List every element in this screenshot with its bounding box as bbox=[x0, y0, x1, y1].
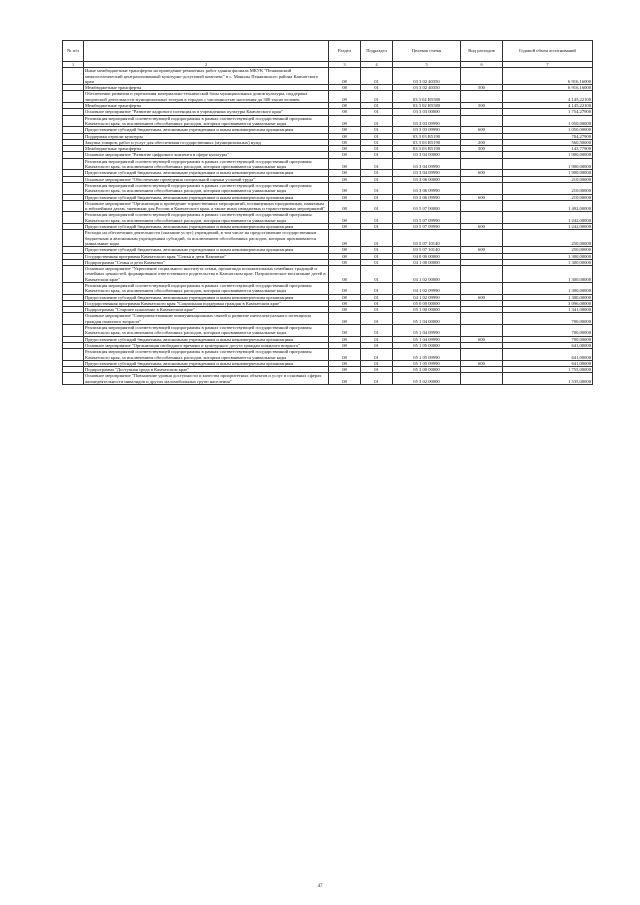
cell-summa: 641,00000 bbox=[503, 342, 593, 348]
cell-name: Иные межбюджетные трансферты на проведение ремонтных работ здания филиала МКУК "Пенжинский межпоселенческий централизованный культурно-досуговый комплекс" в с. Манилы Пенжинского района Камчатского края bbox=[84, 68, 329, 85]
cell-summa: 1 242,00000 bbox=[503, 224, 593, 230]
cell-razdel: 08 bbox=[329, 336, 361, 342]
cell-statya: 03 3 06 09990 bbox=[393, 182, 461, 194]
cell-name: Основное мероприятие "Укрепление социального института семьи, пропаганда положительных семейных традиций и семейных ценностей, формирование ответственного родительства в Камчатском крае. Патриотическое воспитание детей в Камчатском крае" bbox=[84, 266, 329, 283]
cell-podrazdel: 01 bbox=[361, 336, 393, 342]
cell-razdel: 08 bbox=[329, 158, 361, 170]
cell-name: Основное мероприятие "Организация и проведение торжественных мероприятий, посвященных праздничным, памятным и юбилейным датам, значимым для России и Камчатского края, а также иных имиджевых и торжественных мероприятий" bbox=[84, 200, 329, 212]
table-row bbox=[63, 200, 593, 212]
cell-razdel: 08 bbox=[329, 313, 361, 325]
cell-summa: 210,00000 bbox=[503, 182, 593, 194]
cell-vid: 500 bbox=[461, 146, 503, 152]
cell-podrazdel: 01 bbox=[361, 259, 393, 265]
cell-podrazdel: 01 bbox=[361, 212, 393, 224]
cell-name: Поддержка отрасли культуры bbox=[84, 133, 329, 139]
cell-vid bbox=[461, 182, 503, 194]
cell-statya: 04 1 02 00000 bbox=[393, 266, 461, 283]
cell-name: Основное мероприятие "Развитие цифрового контента в сфере культуры" bbox=[84, 152, 329, 158]
cell-statya: 03 3 03 R5190 bbox=[393, 139, 461, 145]
cell-statya: 05 1 05 00000 bbox=[393, 342, 461, 348]
header-statya: Целевая статья bbox=[393, 41, 461, 62]
cell-summa: 3 096,00000 bbox=[503, 300, 593, 306]
cell-podrazdel: 01 bbox=[361, 282, 393, 294]
cell-razdel: 08 bbox=[329, 194, 361, 200]
cell-vid bbox=[461, 230, 503, 247]
cell-podrazdel: 01 bbox=[361, 373, 393, 385]
cell-razdel: 08 bbox=[329, 247, 361, 253]
cell-name: Реализация мероприятий соответствующей подпрограммы в рамках соответствующей государственной программы Камчатского края, за исключением обособленных расходов, которым присваиваются уникальные коды bbox=[84, 282, 329, 294]
cell-podrazdel: 01 bbox=[361, 200, 393, 212]
index-cell: 7 bbox=[503, 62, 593, 68]
cell-podrazdel: 01 bbox=[361, 85, 393, 91]
cell-vid: 500 bbox=[461, 85, 503, 91]
cell-podrazdel: 01 bbox=[361, 176, 393, 182]
cell-razdel: 08 bbox=[329, 253, 361, 259]
cell-name: Реализация мероприятий соответствующей подпрограммы в рамках соответствующей государственной программы Камчатского края, за исключением обособленных расходов, которым присваиваются уникальные коды bbox=[84, 182, 329, 194]
cell-podrazdel: 01 bbox=[361, 170, 393, 176]
cell-statya: 05 1 04 09990 bbox=[393, 325, 461, 337]
cell-vid: 200 bbox=[461, 139, 503, 145]
cell-razdel: 08 bbox=[329, 342, 361, 348]
cell-statya: 03 3 03 09990 bbox=[393, 115, 461, 127]
cell-podrazdel: 01 bbox=[361, 103, 393, 109]
cell-summa: 1 755,00000 bbox=[503, 367, 593, 373]
cell-num bbox=[63, 325, 84, 337]
cell-statya: 03 3 04 09990 bbox=[393, 170, 461, 176]
cell-name: Реализация мероприятий соответствующей подпрограммы в рамках соответствующей государственной программы Камчатского края, за исключением обособленных расходов, которым присваиваются уникальные коды bbox=[84, 158, 329, 170]
cell-podrazdel: 01 bbox=[361, 325, 393, 337]
cell-summa: 1 492,00000 bbox=[503, 200, 593, 212]
cell-podrazdel: 01 bbox=[361, 313, 393, 325]
table-row bbox=[63, 313, 593, 325]
cell-summa: 1 300,00000 bbox=[503, 266, 593, 283]
cell-name: Государственная программа Камчатского края "Социальная поддержка граждан в Камчатском крае" bbox=[84, 300, 329, 306]
cell-podrazdel: 01 bbox=[361, 367, 393, 373]
cell-vid bbox=[461, 158, 503, 170]
cell-razdel: 08 bbox=[329, 146, 361, 152]
table-row bbox=[63, 115, 593, 127]
cell-razdel: 08 bbox=[329, 170, 361, 176]
cell-summa: 560,50000 bbox=[503, 139, 593, 145]
table-row bbox=[63, 230, 593, 247]
cell-name: Межбюджетные трансферты bbox=[84, 85, 329, 91]
cell-statya: 03 3 03 R5190 bbox=[393, 133, 461, 139]
cell-name: Реализация мероприятий соответствующей подпрограммы в рамках соответствующей государственной программы Камчатского края, за исключением обособленных расходов, которым присваиваются уникальные коды bbox=[84, 349, 329, 361]
cell-podrazdel: 01 bbox=[361, 127, 393, 133]
cell-statya: 04 1 02 09990 bbox=[393, 294, 461, 300]
cell-razdel: 08 bbox=[329, 91, 361, 103]
cell-razdel: 08 bbox=[329, 360, 361, 366]
cell-statya: 03 5 07 00000 bbox=[393, 200, 461, 212]
cell-podrazdel: 01 bbox=[361, 349, 393, 361]
cell-razdel: 08 bbox=[329, 85, 361, 91]
cell-num bbox=[63, 349, 84, 361]
cell-name: Межбюджетные трансферты bbox=[84, 103, 329, 109]
cell-podrazdel: 01 bbox=[361, 133, 393, 139]
header-razdel: Раздел bbox=[329, 41, 361, 62]
cell-statya: 04 1 00 00000 bbox=[393, 259, 461, 265]
cell-vid bbox=[461, 115, 503, 127]
cell-name: Основное мероприятие "Обеспечение проведения специальной оценки условий труда" bbox=[84, 176, 329, 182]
cell-name: Предоставление субсидий бюджетным, автономным учреждениям и иным некоммерческим организациям bbox=[84, 224, 329, 230]
cell-summa: 4 145,22100 bbox=[503, 103, 593, 109]
cell-vid bbox=[461, 349, 503, 361]
cell-name: Основное мероприятие "Повышение уровня доступности и качества приоритетных объектов и услуг в основных сферах жизнедеятельности инвалидов и других маломобильных групп населения" bbox=[84, 373, 329, 385]
cell-summa: 143,77900 bbox=[503, 146, 593, 152]
cell-podrazdel: 01 bbox=[361, 109, 393, 115]
cell-name: Основное мероприятие "Совершенствование коммуникационных связей и развитие интеллектуального потенциала граждан пожилого возраста" bbox=[84, 313, 329, 325]
cell-razdel: 08 bbox=[329, 68, 361, 85]
table-row bbox=[63, 68, 593, 85]
cell-summa: 700,00000 bbox=[503, 325, 593, 337]
cell-vid bbox=[461, 212, 503, 224]
cell-statya: 03 3 02 40350 bbox=[393, 85, 461, 91]
cell-summa: 641,00000 bbox=[503, 360, 593, 366]
cell-summa: 1 300,00000 bbox=[503, 259, 593, 265]
cell-name: Обеспечение развития и укрепления материально-технической базы муниципальных домов культуры, поддержка творческой деятельности муниципальных театров в городах с численностью населения до 300 тысяч человек bbox=[84, 91, 329, 103]
cell-statya: 03 3 06 00000 bbox=[393, 176, 461, 182]
budget-table bbox=[62, 40, 593, 385]
cell-statya: 05 1 05 09990 bbox=[393, 349, 461, 361]
cell-razdel: 08 bbox=[329, 133, 361, 139]
cell-podrazdel: 01 bbox=[361, 115, 393, 127]
cell-name: Подпрограмма "Семья и дети Камчатки" bbox=[84, 259, 329, 265]
cell-razdel: 08 bbox=[329, 300, 361, 306]
cell-name: Предоставление субсидий бюджетным, автономным учреждениям и иным некоммерческим организациям bbox=[84, 294, 329, 300]
cell-statya: 03 5 07 10140 bbox=[393, 247, 461, 253]
cell-vid: 600 bbox=[461, 247, 503, 253]
cell-razdel: 08 bbox=[329, 182, 361, 194]
cell-name: Расходы на обеспечение деятельности (оказание услуг) учреждений, в том числе на предоставление государственным бюджетным и автономным учреждениям субсидий, за исключением обособленных расходов, которым присваиваются уникальные коды bbox=[84, 230, 329, 247]
cell-num bbox=[63, 313, 84, 325]
header-vid: Вид расходов bbox=[461, 41, 503, 62]
cell-summa: 1 300,00000 bbox=[503, 253, 593, 259]
index-cell: 5 bbox=[393, 62, 461, 68]
cell-statya: 05 1 04 00000 bbox=[393, 313, 461, 325]
cell-statya: 03 5 07 10140 bbox=[393, 230, 461, 247]
cell-num bbox=[63, 158, 84, 170]
cell-statya: 03 5 07 09990 bbox=[393, 212, 461, 224]
index-cell: 1 bbox=[63, 62, 84, 68]
cell-name: Государственная программа Камчатского края "Семья и дети Камчатки" bbox=[84, 253, 329, 259]
cell-razdel: 08 bbox=[329, 109, 361, 115]
cell-summa: 1 535,00000 bbox=[503, 373, 593, 385]
cell-statya: 05 3 00 00000 bbox=[393, 367, 461, 373]
cell-statya: 03 3 02 40350 bbox=[393, 68, 461, 85]
cell-razdel: 08 bbox=[329, 230, 361, 247]
cell-num bbox=[63, 266, 84, 283]
header-num: № п/п bbox=[63, 41, 84, 62]
cell-podrazdel: 01 bbox=[361, 139, 393, 145]
cell-num bbox=[63, 68, 84, 85]
cell-razdel: 08 bbox=[329, 325, 361, 337]
cell-podrazdel: 01 bbox=[361, 146, 393, 152]
cell-razdel: 08 bbox=[329, 115, 361, 127]
cell-podrazdel: 01 bbox=[361, 266, 393, 283]
table-row bbox=[63, 266, 593, 283]
cell-vid bbox=[461, 282, 503, 294]
cell-podrazdel: 01 bbox=[361, 300, 393, 306]
cell-summa: 1 242,00000 bbox=[503, 212, 593, 224]
cell-statya: 05 0 00 00000 bbox=[393, 300, 461, 306]
header-name bbox=[84, 41, 329, 62]
cell-vid bbox=[461, 68, 503, 85]
cell-vid: 600 bbox=[461, 170, 503, 176]
cell-name: Предоставление субсидий бюджетным, автономным учреждениям и иным некоммерческим организациям bbox=[84, 336, 329, 342]
cell-summa: 1 300,00000 bbox=[503, 282, 593, 294]
cell-name: Предоставление субсидий бюджетным, автономным учреждениям и иным некоммерческим организациям bbox=[84, 194, 329, 200]
index-cell: 3 bbox=[329, 62, 361, 68]
cell-name: Межбюджетные трансферты bbox=[84, 146, 329, 152]
cell-podrazdel: 01 bbox=[361, 230, 393, 247]
cell-statya: 03 3 03 00000 bbox=[393, 109, 461, 115]
index-cell: 2 bbox=[84, 62, 329, 68]
cell-vid: 600 bbox=[461, 336, 503, 342]
cell-vid bbox=[461, 266, 503, 283]
cell-razdel: 08 bbox=[329, 139, 361, 145]
cell-statya: 03 3 02 R5580 bbox=[393, 103, 461, 109]
cell-razdel: 08 bbox=[329, 152, 361, 158]
cell-vid: 600 bbox=[461, 294, 503, 300]
cell-num bbox=[63, 115, 84, 127]
cell-razdel: 08 bbox=[329, 176, 361, 182]
cell-summa: 250,00000 bbox=[503, 230, 593, 247]
cell-summa: 704,27900 bbox=[503, 133, 593, 139]
cell-razdel: 08 bbox=[329, 212, 361, 224]
cell-razdel: 08 bbox=[329, 266, 361, 283]
cell-vid bbox=[461, 325, 503, 337]
cell-razdel: 08 bbox=[329, 224, 361, 230]
table-row bbox=[63, 91, 593, 103]
cell-razdel: 08 bbox=[329, 200, 361, 212]
cell-podrazdel: 01 bbox=[361, 158, 393, 170]
page-number: 47 bbox=[317, 884, 323, 889]
cell-razdel: 08 bbox=[329, 367, 361, 373]
cell-statya: 03 3 04 09990 bbox=[393, 158, 461, 170]
cell-podrazdel: 01 bbox=[361, 360, 393, 366]
cell-name: Основное мероприятие "Развитие кадрового потенциала в учреждениях культуры Камчатского края" bbox=[84, 109, 329, 115]
cell-name: Основное мероприятие "Организация свободного времени и культурного досуга граждан пожилого возраста" bbox=[84, 342, 329, 348]
cell-statya: 04 0 00 00000 bbox=[393, 253, 461, 259]
cell-summa: 700,00000 bbox=[503, 313, 593, 325]
cell-num bbox=[63, 373, 84, 385]
cell-name: Предоставление субсидий бюджетным, автономным учреждениям и иным некоммерческим организациям bbox=[84, 170, 329, 176]
cell-statya: 03 3 03 R5190 bbox=[393, 146, 461, 152]
cell-summa: 250,00000 bbox=[503, 247, 593, 253]
table-row bbox=[63, 373, 593, 385]
cell-summa: 1 900,00000 bbox=[503, 158, 593, 170]
cell-razdel: 08 bbox=[329, 307, 361, 313]
cell-vid: 600 bbox=[461, 127, 503, 133]
cell-summa: 1 900,00000 bbox=[503, 152, 593, 158]
cell-vid bbox=[461, 200, 503, 212]
cell-podrazdel: 01 bbox=[361, 152, 393, 158]
cell-num bbox=[63, 282, 84, 294]
cell-razdel: 08 bbox=[329, 373, 361, 385]
cell-summa: 1 754,27900 bbox=[503, 109, 593, 115]
cell-podrazdel: 01 bbox=[361, 247, 393, 253]
cell-podrazdel: 01 bbox=[361, 91, 393, 103]
cell-summa: 700,00000 bbox=[503, 336, 593, 342]
cell-num bbox=[63, 91, 84, 103]
cell-name: Подпрограмма "Доступная среда в Камчатском крае" bbox=[84, 367, 329, 373]
cell-podrazdel: 01 bbox=[361, 342, 393, 348]
cell-name: Закупка товаров, работ и услуг для обеспечения государственных (муниципальных) нужд bbox=[84, 139, 329, 145]
cell-statya: 03 5 07 09990 bbox=[393, 224, 461, 230]
cell-summa: 210,00000 bbox=[503, 176, 593, 182]
table-row bbox=[63, 325, 593, 337]
cell-summa: 1 050,00000 bbox=[503, 115, 593, 127]
cell-statya: 03 3 06 09990 bbox=[393, 194, 461, 200]
table-row bbox=[63, 212, 593, 224]
cell-razdel: 08 bbox=[329, 349, 361, 361]
cell-vid bbox=[461, 313, 503, 325]
cell-name: Реализация мероприятий соответствующей подпрограммы в рамках соответствующей государственной программы Камчатского края, за исключением обособленных расходов, которым присваиваются уникальные коды bbox=[84, 212, 329, 224]
cell-vid: 500 bbox=[461, 103, 503, 109]
cell-razdel: 08 bbox=[329, 282, 361, 294]
cell-summa: 1 050,00000 bbox=[503, 127, 593, 133]
cell-statya: 05 1 05 09990 bbox=[393, 360, 461, 366]
cell-vid bbox=[461, 91, 503, 103]
index-cell: 4 bbox=[361, 62, 393, 68]
table-header-row bbox=[63, 41, 593, 62]
table-row bbox=[63, 158, 593, 170]
cell-statya: 03 3 03 09990 bbox=[393, 127, 461, 133]
cell-name: Предоставление субсидий бюджетным, автономным учреждениям и иным некоммерческим организациям bbox=[84, 360, 329, 366]
cell-summa: 210,00000 bbox=[503, 194, 593, 200]
cell-vid bbox=[461, 373, 503, 385]
cell-podrazdel: 01 bbox=[361, 68, 393, 85]
cell-statya: 05 1 00 00000 bbox=[393, 307, 461, 313]
cell-vid: 600 bbox=[461, 360, 503, 366]
cell-razdel: 08 bbox=[329, 294, 361, 300]
cell-summa: 1 341,00000 bbox=[503, 307, 593, 313]
header-summa: Годовой объем ассигнований bbox=[503, 41, 593, 62]
cell-podrazdel: 01 bbox=[361, 294, 393, 300]
table-row bbox=[63, 282, 593, 294]
cell-statya: 04 1 02 09990 bbox=[393, 282, 461, 294]
cell-razdel: 08 bbox=[329, 259, 361, 265]
cell-razdel: 08 bbox=[329, 127, 361, 133]
cell-num bbox=[63, 182, 84, 194]
cell-podrazdel: 01 bbox=[361, 224, 393, 230]
cell-podrazdel: 01 bbox=[361, 307, 393, 313]
cell-name: Предоставление субсидий бюджетным, автономным учреждениям и иным некоммерческим организациям bbox=[84, 127, 329, 133]
cell-statya: 03 3 02 R5580 bbox=[393, 91, 461, 103]
cell-summa: 4 145,22100 bbox=[503, 91, 593, 103]
cell-name: Подпрограмма "Старшее поколение в Камчатском крае" bbox=[84, 307, 329, 313]
cell-statya: 05 1 04 09990 bbox=[393, 336, 461, 342]
header-podrazdel: Подраздел bbox=[361, 41, 393, 62]
cell-statya: 03 3 04 00000 bbox=[393, 152, 461, 158]
table-row bbox=[63, 349, 593, 361]
cell-vid: 600 bbox=[461, 194, 503, 200]
cell-name: Реализация мероприятий соответствующей подпрограммы в рамках соответствующей государственной программы Камчатского края, за исключением обособленных расходов, которым присваиваются уникальные коды bbox=[84, 115, 329, 127]
cell-num bbox=[63, 200, 84, 212]
table-body bbox=[63, 68, 593, 385]
cell-num bbox=[63, 230, 84, 247]
cell-summa: 6 916,16000 bbox=[503, 68, 593, 85]
cell-statya: 05 3 02 00000 bbox=[393, 373, 461, 385]
cell-summa: 6 916,16000 bbox=[503, 85, 593, 91]
cell-name: Предоставление субсидий бюджетным, автономным учреждениям и иным некоммерческим организациям bbox=[84, 247, 329, 253]
cell-podrazdel: 01 bbox=[361, 194, 393, 200]
cell-razdel: 08 bbox=[329, 103, 361, 109]
cell-name: Реализация мероприятий соответствующей подпрограммы в рамках соответствующей государственной программы Камчатского края, за исключением обособленных расходов, которым присваиваются уникальные коды bbox=[84, 325, 329, 337]
cell-podrazdel: 01 bbox=[361, 182, 393, 194]
cell-summa: 1 900,00000 bbox=[503, 170, 593, 176]
index-cell: 6 bbox=[461, 62, 503, 68]
cell-vid: 600 bbox=[461, 224, 503, 230]
cell-summa: 1 300,00000 bbox=[503, 294, 593, 300]
cell-summa: 641,00000 bbox=[503, 349, 593, 361]
cell-num bbox=[63, 212, 84, 224]
cell-podrazdel: 01 bbox=[361, 253, 393, 259]
table-row bbox=[63, 182, 593, 194]
